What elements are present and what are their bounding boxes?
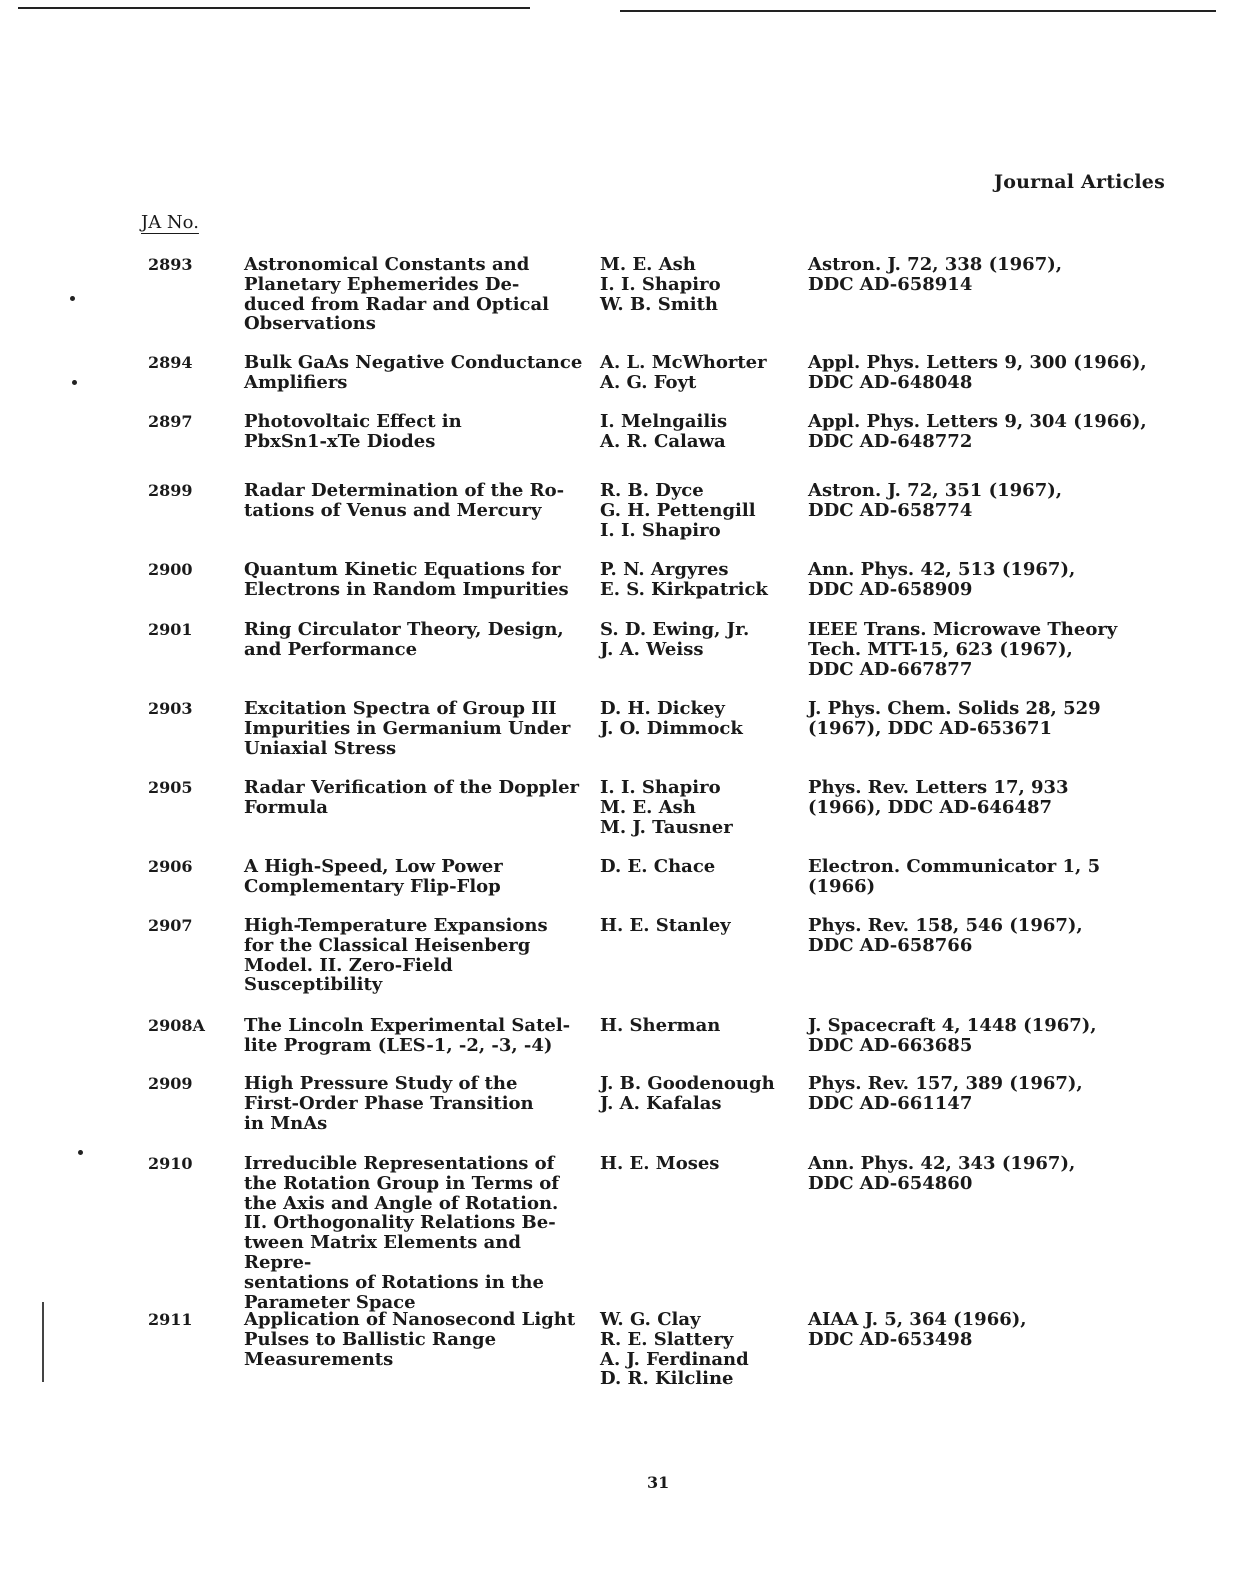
title-column bbox=[244, 255, 594, 334]
article-title-line: Ring Circulator Theory, Design, bbox=[244, 619, 564, 640]
ja-number: 2900 bbox=[148, 560, 193, 579]
author-name: I. I. Shapiro bbox=[600, 273, 721, 295]
article-title-line: Planetary Ephemerides De- bbox=[244, 273, 520, 295]
citation-column bbox=[808, 481, 1188, 521]
article-title-line: First-Order Phase Transition bbox=[244, 1092, 534, 1114]
title-column bbox=[244, 699, 594, 758]
citation-line: Phys. Rev. Letters 17, 933 bbox=[808, 777, 1069, 798]
author-name: D. E. Chace bbox=[600, 856, 716, 877]
author-name: A. L. McWhorter bbox=[600, 352, 767, 373]
author-name: J. B. Goodenough bbox=[600, 1073, 775, 1094]
authors-column bbox=[600, 857, 800, 877]
authors-column bbox=[600, 255, 800, 314]
authors-column bbox=[600, 1016, 800, 1036]
citation-line: (1966), DDC AD-646487 bbox=[808, 796, 1053, 818]
article-title-line: sentations of Rotations in the bbox=[244, 1271, 544, 1293]
article-title-line: Astronomical Constants and bbox=[244, 254, 530, 275]
citation-column bbox=[808, 1310, 1188, 1350]
citation-line: DDC AD-653498 bbox=[808, 1328, 973, 1350]
ja-number: 2897 bbox=[148, 412, 193, 431]
author-name: I. I. Shapiro bbox=[600, 519, 721, 541]
author-name: R. E. Slattery bbox=[600, 1328, 734, 1350]
citation-line: DDC AD-658766 bbox=[808, 934, 973, 956]
article-title-line: High-Temperature Expansions bbox=[244, 915, 548, 936]
author-name: P. N. Argyres bbox=[600, 559, 729, 580]
author-name: M. E. Ash bbox=[600, 254, 696, 275]
author-name: H. E. Moses bbox=[600, 1153, 720, 1174]
article-title-line: A High-Speed, Low Power bbox=[244, 856, 503, 877]
ja-number: 2906 bbox=[148, 857, 193, 876]
article-title-line: PbxSn1-xTe Diodes bbox=[244, 430, 436, 452]
citation-line: J. Phys. Chem. Solids 28, 529 bbox=[808, 698, 1101, 719]
ja-number: 2901 bbox=[148, 620, 193, 639]
author-name: H. Sherman bbox=[600, 1015, 721, 1036]
article-title-line: Impurities in Germanium Under bbox=[244, 717, 571, 739]
column-label-ja-no: JA No. bbox=[141, 212, 199, 233]
margin-speck bbox=[72, 380, 77, 385]
article-title-line: Photovoltaic Effect in bbox=[244, 411, 462, 432]
citation-line: IEEE Trans. Microwave Theory bbox=[808, 619, 1118, 640]
article-title-line: Radar Determination of the Ro- bbox=[244, 480, 565, 501]
citation-line: (1967), DDC AD-653671 bbox=[808, 717, 1053, 739]
article-title-line: the Axis and Angle of Rotation. bbox=[244, 1192, 559, 1214]
author-name: D. H. Dickey bbox=[600, 698, 725, 719]
author-name: J. A. Kafalas bbox=[600, 1092, 722, 1114]
authors-column bbox=[600, 1310, 800, 1389]
ja-number: 2903 bbox=[148, 699, 193, 718]
author-name: E. S. Kirkpatrick bbox=[600, 578, 768, 600]
top-rule-right bbox=[620, 10, 1216, 12]
citation-line: DDC AD-663685 bbox=[808, 1034, 973, 1056]
title-column bbox=[244, 353, 594, 393]
article-title-line: Uniaxial Stress bbox=[244, 737, 397, 759]
citation-line: DDC AD-658914 bbox=[808, 273, 973, 295]
ja-number: 2893 bbox=[148, 255, 193, 274]
author-name: A. G. Foyt bbox=[600, 371, 697, 393]
margin-speck bbox=[78, 1150, 83, 1155]
article-title-line: Measurements bbox=[244, 1348, 394, 1370]
ja-number: 2905 bbox=[148, 778, 193, 797]
margin-speck bbox=[70, 296, 75, 301]
authors-column bbox=[600, 412, 800, 452]
ja-number: 2899 bbox=[148, 481, 193, 500]
author-name: S. D. Ewing, Jr. bbox=[600, 619, 750, 640]
citation-column bbox=[808, 1016, 1188, 1056]
author-name: A. J. Ferdinand bbox=[600, 1348, 749, 1370]
authors-column bbox=[600, 560, 800, 600]
citation-line: DDC AD-658774 bbox=[808, 499, 973, 521]
article-title-line: lite Program (LES-1, -2, -3, -4) bbox=[244, 1034, 553, 1056]
ja-number: 2911 bbox=[148, 1310, 193, 1329]
citation-column bbox=[808, 560, 1188, 600]
citation-line: Phys. Rev. 158, 546 (1967), bbox=[808, 915, 1083, 936]
author-name: M. E. Ash bbox=[600, 796, 696, 818]
citation-column bbox=[808, 620, 1188, 679]
article-title-line: Susceptibility bbox=[244, 974, 383, 996]
article-title-line: duced from Radar and Optical bbox=[244, 293, 549, 315]
citation-line: DDC AD-667877 bbox=[808, 658, 973, 680]
title-column bbox=[244, 412, 594, 452]
citation-line: DDC AD-661147 bbox=[808, 1092, 973, 1114]
citation-column bbox=[808, 699, 1188, 739]
article-title-line: Pulses to Ballistic Range bbox=[244, 1328, 497, 1350]
author-name: A. R. Calawa bbox=[600, 430, 726, 452]
top-rule-left bbox=[18, 7, 530, 9]
article-title-line: Quantum Kinetic Equations for bbox=[244, 559, 561, 580]
authors-column bbox=[600, 778, 800, 837]
article-title-line: High Pressure Study of the bbox=[244, 1073, 518, 1094]
article-title-line: Irreducible Representations of bbox=[244, 1153, 555, 1174]
article-title-line: Application of Nanosecond Light bbox=[244, 1309, 576, 1330]
article-title-line: and Performance bbox=[244, 638, 418, 660]
title-column bbox=[244, 916, 594, 995]
article-title-line: Parameter Space bbox=[244, 1291, 416, 1313]
article-title-line: Amplifiers bbox=[244, 371, 348, 393]
title-column bbox=[244, 778, 594, 818]
left-scan-edge bbox=[42, 1302, 44, 1382]
author-name: W. G. Clay bbox=[600, 1309, 701, 1330]
article-title-line: The Lincoln Experimental Satel- bbox=[244, 1015, 571, 1036]
title-column bbox=[244, 481, 594, 521]
ja-number: 2909 bbox=[148, 1074, 193, 1093]
citation-line: Ann. Phys. 42, 513 (1967), bbox=[808, 559, 1076, 580]
ja-number: 2910 bbox=[148, 1154, 193, 1173]
page-number: 31 bbox=[647, 1473, 670, 1492]
title-column bbox=[244, 1016, 594, 1056]
authors-column bbox=[600, 620, 800, 660]
article-title-line: Observations bbox=[244, 313, 376, 335]
section-title: Journal Articles bbox=[994, 171, 1165, 193]
citation-line: Ann. Phys. 42, 343 (1967), bbox=[808, 1153, 1076, 1174]
citation-column bbox=[808, 1074, 1188, 1114]
article-title-line: Model. II. Zero-Field bbox=[244, 954, 453, 976]
citation-line: Astron. J. 72, 338 (1967), bbox=[808, 254, 1062, 275]
citation-column bbox=[808, 255, 1188, 295]
authors-column bbox=[600, 481, 800, 540]
article-title-line: Formula bbox=[244, 796, 328, 818]
title-column bbox=[244, 1074, 594, 1133]
article-title-line: Radar Verification of the Doppler bbox=[244, 777, 580, 798]
citation-column bbox=[808, 778, 1188, 818]
citation-line: (1966) bbox=[808, 875, 876, 897]
author-name: G. H. Pettengill bbox=[600, 499, 756, 521]
title-column bbox=[244, 1310, 594, 1369]
authors-column bbox=[600, 1154, 800, 1174]
author-name: R. B. Dyce bbox=[600, 480, 704, 501]
authors-column bbox=[600, 916, 800, 936]
citation-line: Tech. MTT-15, 623 (1967), bbox=[808, 638, 1073, 660]
author-name: J. A. Weiss bbox=[600, 638, 704, 660]
title-column bbox=[244, 620, 594, 660]
article-title-line: Excitation Spectra of Group III bbox=[244, 698, 557, 719]
article-title-line: tations of Venus and Mercury bbox=[244, 499, 542, 521]
author-name: J. O. Dimmock bbox=[600, 717, 743, 739]
citation-column bbox=[808, 412, 1188, 452]
author-name: D. R. Kilcline bbox=[600, 1368, 734, 1390]
citation-line: DDC AD-648772 bbox=[808, 430, 973, 452]
citation-line: DDC AD-658909 bbox=[808, 578, 973, 600]
author-name: H. E. Stanley bbox=[600, 915, 731, 936]
citation-line: Electron. Communicator 1, 5 bbox=[808, 856, 1101, 877]
citation-column bbox=[808, 353, 1188, 393]
authors-column bbox=[600, 699, 800, 739]
title-column bbox=[244, 857, 594, 897]
article-title-line: II. Orthogonality Relations Be- bbox=[244, 1212, 556, 1234]
author-name: M. J. Tausner bbox=[600, 816, 733, 838]
article-title-line: for the Classical Heisenberg bbox=[244, 934, 531, 956]
article-title-line: tween Matrix Elements and Repre- bbox=[244, 1232, 521, 1273]
ja-number: 2894 bbox=[148, 353, 193, 372]
citation-line: Appl. Phys. Letters 9, 304 (1966), bbox=[808, 411, 1147, 432]
citation-line: DDC AD-648048 bbox=[808, 371, 973, 393]
citation-line: Phys. Rev. 157, 389 (1967), bbox=[808, 1073, 1083, 1094]
title-column bbox=[244, 560, 594, 600]
citation-column bbox=[808, 857, 1188, 897]
article-title-line: in MnAs bbox=[244, 1112, 328, 1134]
ja-number: 2908A bbox=[148, 1016, 205, 1035]
citation-line: Appl. Phys. Letters 9, 300 (1966), bbox=[808, 352, 1147, 373]
article-title-line: the Rotation Group in Terms of bbox=[244, 1172, 560, 1194]
citation-column bbox=[808, 916, 1188, 956]
citation-line: AIAA J. 5, 364 (1966), bbox=[808, 1309, 1027, 1330]
citation-line: DDC AD-654860 bbox=[808, 1172, 973, 1194]
article-title-line: Complementary Flip-Flop bbox=[244, 875, 501, 897]
title-column bbox=[244, 1154, 594, 1312]
author-name: I. I. Shapiro bbox=[600, 777, 721, 798]
author-name: I. Melngailis bbox=[600, 411, 728, 432]
authors-column bbox=[600, 1074, 800, 1114]
article-title-line: Electrons in Random Impurities bbox=[244, 578, 569, 600]
article-title-line: Bulk GaAs Negative Conductance bbox=[244, 352, 583, 373]
citation-line: Astron. J. 72, 351 (1967), bbox=[808, 480, 1062, 501]
citation-column bbox=[808, 1154, 1188, 1194]
citation-line: J. Spacecraft 4, 1448 (1967), bbox=[808, 1015, 1097, 1036]
authors-column bbox=[600, 353, 800, 393]
ja-number: 2907 bbox=[148, 916, 193, 935]
author-name: W. B. Smith bbox=[600, 293, 718, 315]
